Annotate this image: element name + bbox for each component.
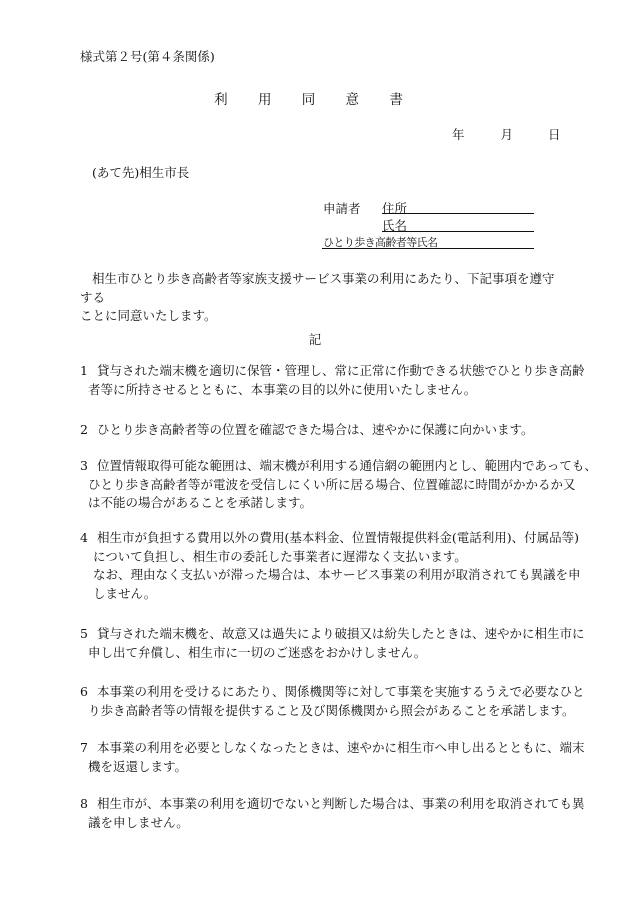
item-number: 2 — [80, 422, 88, 437]
list-item — [80, 625, 585, 662]
item-text: り歩き高齢者等の情報を提供すること及び関係機関から照会があることを承諾します。 — [88, 702, 575, 718]
name-label: 氏名 — [382, 218, 408, 233]
item-text: ひとり歩き高齢者等の位置を確認できた場合は、速やかに保護に向かいます。 — [97, 422, 534, 437]
item-text: 貸与された端末機を適切に保管・管理し、常に正常に作動できる状態でひとり歩き高齢 — [97, 363, 585, 378]
document-title: 利 用 同 意 書 — [214, 92, 416, 108]
item-text: 貸与された端末機を、故意又は過失により破損又は紛失したときは、速やかに相生市に — [97, 626, 585, 641]
item-text: 相生市が、本事業の利用を適切でないと判断した場合は、事業の利用を取消されても異 — [97, 796, 585, 811]
intro-paragraph — [80, 270, 560, 326]
list-item — [80, 683, 585, 720]
item-text: 本事業の利用を受けるにあたり、関係機関等に対して事業を実施するうえで必要なひと — [97, 684, 585, 699]
item-text: ひとり歩き高齢者等が電波を受信しにくい所に居る場合、位置確認に時間がかかるか又 — [88, 476, 576, 492]
item-text: について負担し、相生市の委託した事業者に遅滞なく支払います。 — [93, 548, 467, 564]
item-text: 議を申しません。 — [88, 814, 189, 830]
item-text: 申し出て弁償し、相生市に一切のご迷惑をおかけしません。 — [88, 644, 427, 660]
date-line — [452, 125, 561, 143]
list-item — [80, 421, 565, 440]
item-text: は不能の場合があることを承諾します。 — [88, 495, 313, 510]
item-number: 3 — [80, 458, 88, 473]
item-number: 5 — [80, 626, 88, 641]
item-text: 者等に所持させるとともに、本事業の目的以外に使用いたしません。 — [88, 381, 477, 397]
list-item — [80, 457, 597, 513]
date-month-label: 月 — [500, 127, 514, 142]
item-number: 7 — [80, 740, 88, 755]
address-field-line[interactable] — [382, 213, 534, 214]
item-text: 位置情報取得可能な範囲は、端末機が利用する通信網の範囲内とし、範囲内であっても、 — [97, 458, 597, 473]
addressee: (あて先)相生市長 — [92, 165, 190, 180]
item-text: しません。 — [93, 585, 157, 601]
list-item — [80, 795, 585, 832]
elder-name-label: ひとり歩き高齢者等氏名 — [323, 236, 438, 249]
item-number: 6 — [80, 684, 88, 699]
item-text: 相生市が負担する費用以外の費用(基本料金、位置情報提供料金(電話利用)、付属品等) — [97, 530, 580, 545]
date-day-label: 日 — [548, 127, 561, 142]
applicant-label: 申請者 — [323, 201, 361, 216]
name-field-line[interactable] — [382, 231, 534, 232]
item-text: なお、理由なく支払いが滞った場合は、本サービス事業の利用が取消されても異議を申 — [93, 567, 581, 582]
ki-heading: 記 — [308, 332, 322, 347]
item-text: 本事業の利用を必要としなくなったときは、速やかに相生市へ申し出るとともに、端末 — [97, 740, 585, 755]
list-item — [80, 739, 585, 776]
list-item — [80, 529, 581, 603]
item-number: 8 — [80, 796, 88, 811]
address-label: 住所 — [382, 201, 408, 216]
intro-line-2: ことに同意いたします。 — [80, 308, 217, 323]
form-number: 様式第２号(第４条関係) — [80, 49, 215, 64]
elder-name-field-line[interactable] — [322, 248, 534, 249]
date-year-label: 年 — [452, 127, 465, 142]
item-number: 4 — [80, 530, 88, 545]
intro-line-1: 相生市ひとり歩き高齢者等家族支援サービス事業の利用にあたり、下記事項を遵守する — [80, 271, 555, 305]
item-text: 機を返還します。 — [88, 758, 188, 774]
list-item — [80, 362, 585, 399]
item-number: 1 — [80, 363, 88, 378]
